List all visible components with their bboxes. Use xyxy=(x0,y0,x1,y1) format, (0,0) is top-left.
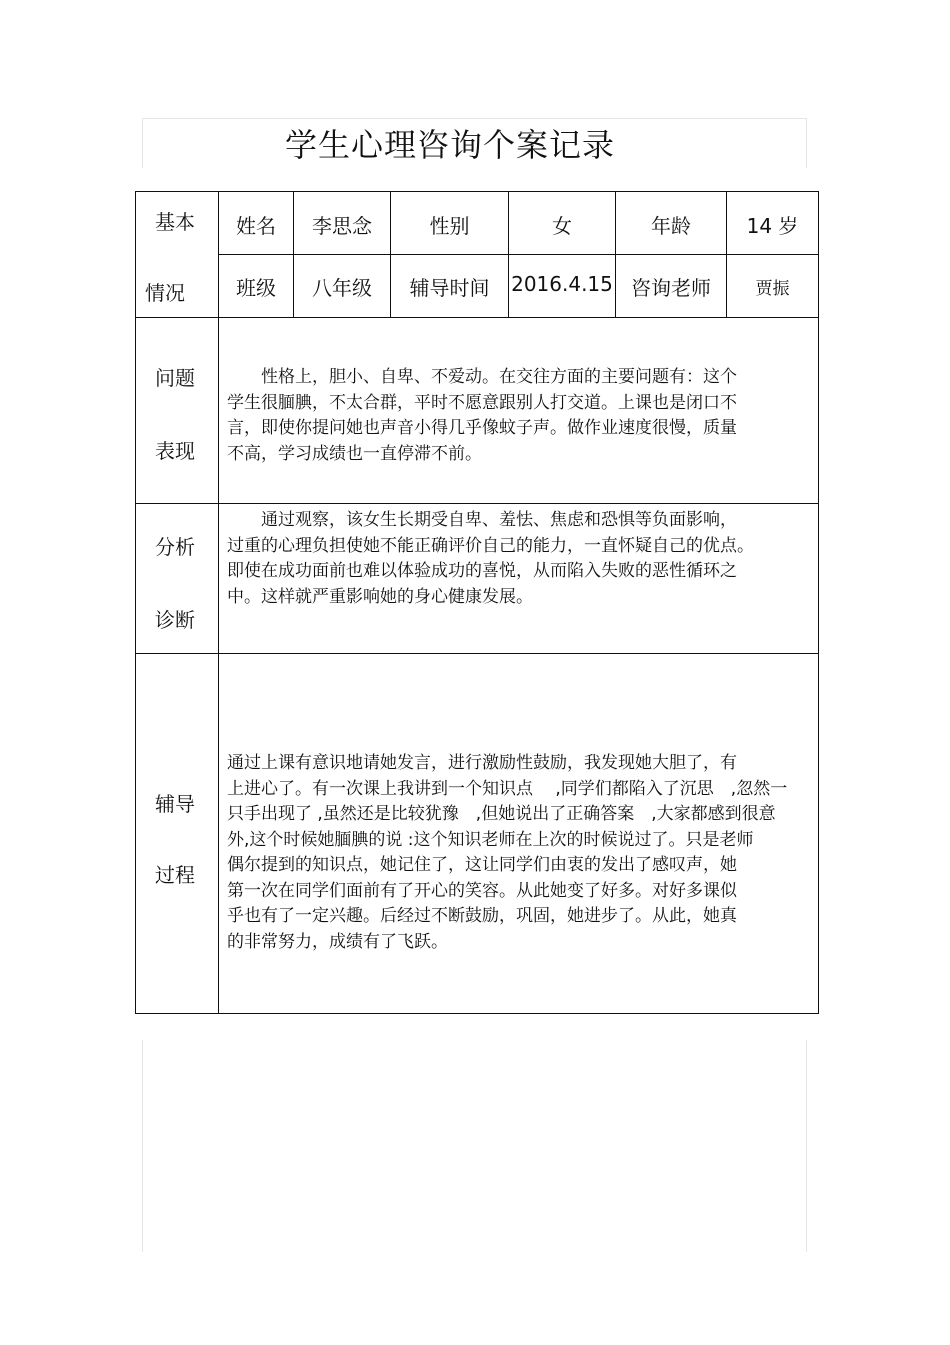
name-value: 李思念 xyxy=(312,214,372,238)
problem-line: 学生很腼腆，不太合群，平时不愿意跟别人打交道。上课也是闭口不 xyxy=(227,392,737,413)
counselor-label: 咨询老师 xyxy=(631,276,711,300)
case-record-table xyxy=(135,191,819,1014)
process-line: 乎也有了一定兴趣。后经过不断鼓励，巩固，她进步了。从此，她真 xyxy=(227,906,737,926)
process-line: 的非常努力，成绩有了飞跃。 xyxy=(227,931,448,952)
analysis-line: 中。这样就严重影响她的身心健康发展。 xyxy=(227,586,533,607)
process-line: 通过上课有意识地请她发言，进行激励性鼓励，我发现她大胆了，有 xyxy=(227,753,737,773)
counselor-value: 贾振 xyxy=(755,279,790,299)
gender-value: 女 xyxy=(552,214,572,238)
section-divider-analysis xyxy=(136,653,818,654)
age-label: 年龄 xyxy=(651,214,691,238)
age-value: 14 岁 xyxy=(746,214,799,238)
process-label-line2: 过程 xyxy=(155,863,195,887)
problem-line: 不高，学习成绩也一直停滞不前。 xyxy=(227,443,482,464)
info-row-divider xyxy=(218,254,818,255)
problem-line: 言，即使你提问她也声音小得几乎像蚊子声。做作业速度很慢，质量 xyxy=(227,418,737,438)
page-frame-right-bottom xyxy=(806,1040,807,1252)
problem-line: 性格上，胆小、自卑、不爱动。在交往方面的主要问题有：这个 xyxy=(227,367,737,387)
counseling-time-value: 2016.4.15 xyxy=(511,272,613,296)
problem-label-line1: 问题 xyxy=(155,366,195,390)
process-line: 偶尔提到的知识点，她记住了，这让同学们由衷的发出了感叹声，她 xyxy=(227,855,737,875)
page-title: 学生心理咨询个案记录 xyxy=(285,126,616,164)
section-divider-problem xyxy=(136,503,818,504)
page-frame-left-bottom xyxy=(142,1040,143,1252)
class-value: 八年级 xyxy=(312,276,372,300)
analysis-label-line1: 分析 xyxy=(155,535,195,559)
analysis-label-line2: 诊断 xyxy=(155,608,195,632)
process-line: 上进心了。有一次课上我讲到一个知识点 ,同学们都陷入了沉思 ,忽然一 xyxy=(227,778,788,799)
problem-description xyxy=(227,365,812,467)
page-frame-right-top xyxy=(806,118,807,168)
process-line: 外,这个时候她腼腆的说 :这个知识老师在上次的时候说过了。只是老师 xyxy=(227,829,754,850)
page-frame-top xyxy=(142,118,807,119)
counseling-time-label: 辅导时间 xyxy=(409,276,490,300)
analysis-description xyxy=(227,508,812,610)
analysis-line: 即使在成功面前也难以体验成功的喜悦，从而陷入失败的恶性循环之 xyxy=(227,561,737,581)
name-label: 姓名 xyxy=(236,214,276,238)
process-label-line1: 辅导 xyxy=(155,792,195,816)
analysis-line: 过重的心理负担使她不能正确评价自己的能力，一直怀疑自己的优点。 xyxy=(227,535,754,556)
process-line: 只手出现了 ,虽然还是比较犹豫 ,但她说出了正确答案 ,大家都感到很意 xyxy=(227,804,776,824)
basic-info-label-line2: 情况 xyxy=(145,281,185,305)
class-label: 班级 xyxy=(236,276,276,300)
process-description xyxy=(227,751,812,955)
analysis-line: 通过观察，该女生长期受自卑、羞怯、焦虑和恐惧等负面影响， xyxy=(227,510,737,530)
problem-label-line2: 表现 xyxy=(155,439,195,463)
basic-info-label-line1: 基本 xyxy=(155,210,195,234)
process-line: 第一次在同学们面前有了开心的笑容。从此她变了好多。对好多课似 xyxy=(227,880,737,901)
gender-label: 性别 xyxy=(429,214,470,238)
page-frame-left-top xyxy=(142,118,143,168)
section-divider-basic xyxy=(136,317,818,318)
label-column-divider xyxy=(218,192,219,1013)
